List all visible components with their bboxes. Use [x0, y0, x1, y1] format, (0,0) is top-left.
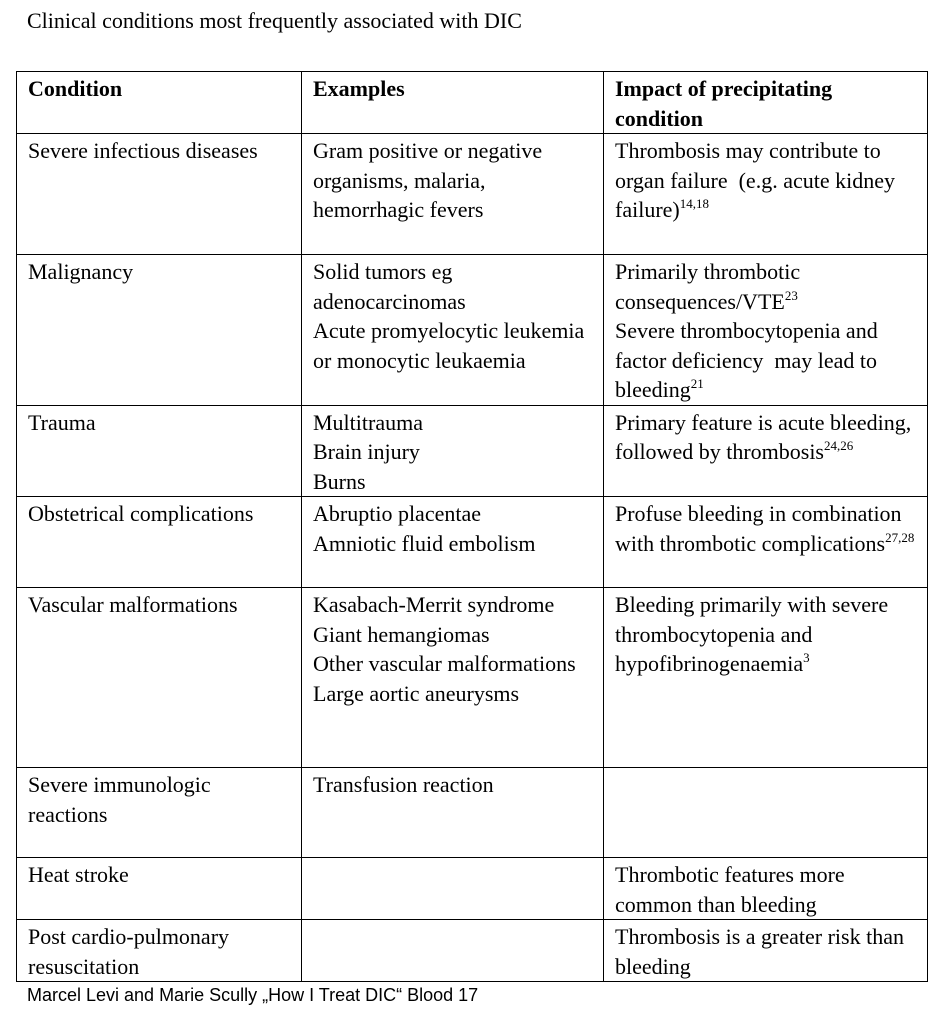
condition-name: Malignancy	[28, 259, 134, 284]
impact-statement	[615, 499, 917, 558]
reference-superscript: 27,28	[885, 529, 915, 545]
table-header-row	[17, 72, 928, 134]
example-item: Multitrauma	[313, 409, 423, 435]
impact-statement	[615, 590, 917, 679]
example-item: Gram positive or negative organisms, malaria, hemorrhagic fevers	[313, 138, 548, 222]
impact-cell	[604, 134, 928, 255]
examples-cell	[302, 588, 604, 768]
example-item: Giant hemangiomas	[313, 621, 490, 647]
example-item: Large aortic aneurysms	[313, 680, 520, 706]
impact-text: Primarily thrombotic consequences/VTE	[615, 259, 806, 314]
condition-name: Post cardio-pulmonary resuscitation	[28, 924, 235, 979]
header-condition: Condition	[17, 72, 302, 134]
impact-text: Profuse bleeding in combination with thrombotic complications	[615, 501, 908, 556]
examples-cell	[302, 768, 604, 858]
table-row	[17, 405, 928, 497]
table-row	[17, 134, 928, 255]
condition-name: Heat stroke	[28, 862, 129, 887]
condition-name: Severe immunologic reactions	[28, 772, 217, 827]
table-row	[17, 858, 928, 920]
example-item: Burns	[313, 468, 366, 494]
condition-cell	[17, 858, 302, 920]
reference-superscript: 21	[690, 376, 704, 391]
example-item: Transfusion reaction	[313, 772, 494, 797]
condition-cell	[17, 588, 302, 768]
table-row	[17, 920, 928, 982]
impact-cell	[604, 858, 928, 920]
impact-cell	[604, 497, 928, 588]
table-row	[17, 588, 928, 768]
impact-text: Thrombosis may contribute to organ failure (e.g. acute kidney failure)	[615, 138, 901, 222]
impact-statement	[615, 860, 917, 919]
condition-name: Severe infectious diseases	[28, 138, 258, 163]
example-item: Other vascular malformations	[313, 651, 576, 676]
impact-text: Thrombotic features more common than bleeding	[615, 862, 851, 917]
condition-name: Obstetrical complications	[28, 501, 254, 526]
condition-cell	[17, 768, 302, 858]
condition-name: Trauma	[28, 409, 96, 435]
impact-cell	[604, 255, 928, 406]
example-item: Solid tumors eg adenocarcinomas	[313, 259, 466, 314]
condition-name: Vascular malformations	[28, 592, 238, 617]
reference-superscript: 23	[784, 287, 798, 303]
condition-cell	[17, 134, 302, 255]
example-item: Abruptio placentae	[313, 501, 481, 526]
table-row	[17, 255, 928, 406]
impact-cell	[604, 768, 928, 858]
header-impact: Impact of precipitating condition	[604, 72, 928, 134]
examples-cell	[302, 405, 604, 497]
impact-text: Thrombosis is a greater risk than bleeding	[615, 924, 910, 979]
impact-text: Bleeding primarily with severe thrombocytopenia and hypofibrinogenaemia	[615, 592, 894, 676]
examples-cell	[302, 134, 604, 255]
table-row	[17, 497, 928, 588]
impact-cell	[604, 588, 928, 768]
example-item: Brain injury	[313, 439, 420, 464]
document-title: Clinical conditions most frequently associated with DIC	[27, 8, 522, 33]
impact-cell	[604, 405, 928, 497]
example-item: Kasabach-Merrit syndrome	[313, 592, 555, 617]
impact-statement	[615, 408, 917, 467]
header-examples: Examples	[302, 72, 604, 134]
example-item: Amniotic fluid embolism	[313, 530, 536, 556]
source-citation: Marcel Levi and Marie Scully „How I Treat DIC“ Blood 17	[27, 985, 479, 1005]
impact-text: Severe thrombocytopenia and factor deficiency may lead to bleeding	[615, 318, 884, 402]
reference-superscript: 14,18	[679, 196, 709, 211]
example-item: Acute promyelocytic leukemia or monocytic leukaemia	[313, 318, 590, 373]
condition-cell	[17, 255, 302, 406]
condition-cell	[17, 920, 302, 982]
dic-conditions-table	[16, 71, 928, 982]
impact-statement	[615, 136, 917, 225]
impact-statement	[615, 922, 917, 981]
examples-cell	[302, 858, 604, 920]
condition-cell	[17, 497, 302, 588]
table-row	[17, 768, 928, 858]
examples-cell	[302, 497, 604, 588]
impact-text: Primary feature is acute bleeding, followed by thrombosis	[615, 409, 917, 464]
condition-cell	[17, 405, 302, 497]
impact-cell	[604, 920, 928, 982]
impact-statement	[615, 257, 917, 316]
impact-statement	[615, 316, 917, 405]
examples-cell	[302, 255, 604, 406]
reference-superscript: 24,26	[824, 438, 854, 453]
reference-superscript: 3	[803, 650, 810, 665]
examples-cell	[302, 920, 604, 982]
